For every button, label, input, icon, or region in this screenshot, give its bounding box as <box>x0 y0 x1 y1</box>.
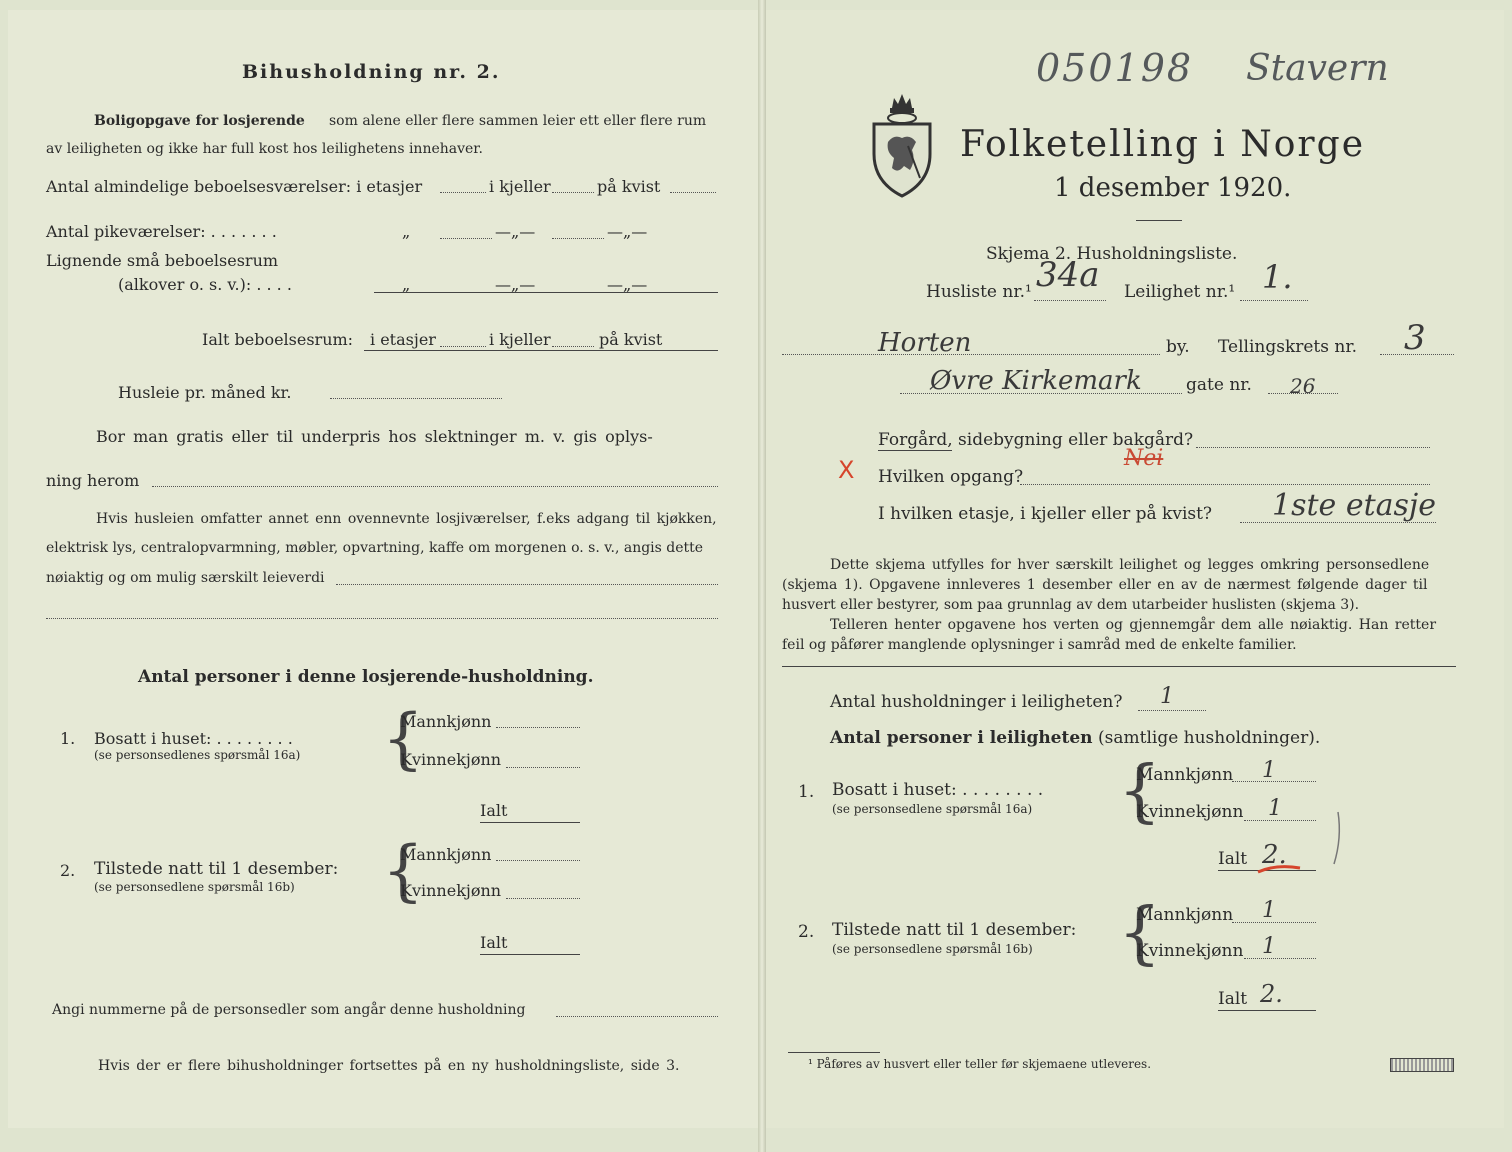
pike-label: Antal pikeværelser: . . . . . . . <box>46 222 277 241</box>
right-q2-kvinne-value: 1 <box>1262 934 1276 959</box>
intro-line2: av leiligheten og ikke har full kost hos leilighetens innehaver. <box>46 141 483 157</box>
lignende-ditto-2: —„— <box>495 275 536 294</box>
ialt-etasjer-line <box>440 346 486 347</box>
pike-line-2 <box>552 238 604 239</box>
ialt-rooms-underline <box>364 350 718 351</box>
right-q1-num: 1. <box>798 782 815 802</box>
info-divider <box>782 666 1456 667</box>
right-q2-ialt: Ialt <box>1218 989 1248 1009</box>
pike-line-1 <box>440 238 492 239</box>
left-q1-num: 1. <box>60 729 76 748</box>
printer-stamp <box>1390 1058 1454 1072</box>
right-q2-kvinne-line <box>1244 958 1316 959</box>
opgang-label: Hvilken opgang? <box>878 467 1024 487</box>
info-line1: Dette skjema utfylles for hver særskilt leilighet og legges omkring personsedlene <box>830 557 1430 573</box>
left-q2-kvinne: Kvinnekjønn <box>400 881 502 900</box>
by-value: Horten <box>878 328 972 358</box>
lignende-ditto: „ <box>402 275 411 294</box>
right-q2-label: Tilstede natt til 1 desember: <box>832 920 1077 940</box>
left-q2-label: Tilstede natt til 1 desember: <box>94 859 339 879</box>
by-label: by. <box>1166 337 1190 357</box>
left-q1-mann-line <box>496 727 580 728</box>
leilighet-label: Leilighet nr.¹ <box>1124 282 1236 302</box>
tellingskrets-label: Tellingskrets nr. <box>1218 337 1358 357</box>
x-mark: X <box>838 456 855 484</box>
left-q2-kvinne-line <box>506 898 580 899</box>
archive-number: 050198 <box>1036 46 1194 90</box>
pencil-tick-mark <box>1326 808 1346 868</box>
gate-value: 26 <box>1290 374 1316 398</box>
rooms-label: Antal almindelige beboelsesværelser: i etasjer <box>46 177 423 196</box>
left-q1-label: Bosatt i huset: . . . . . . . . <box>94 729 293 748</box>
leilighet-line <box>1240 300 1308 301</box>
gate-label: gate nr. <box>1186 375 1252 395</box>
opgang-line <box>1020 484 1430 485</box>
etasje-value: 1ste etasje <box>1272 488 1436 523</box>
antal-hush-value: 1 <box>1160 684 1174 709</box>
pike-ditto-2: —„— <box>495 222 536 241</box>
right-q2-sub: (se personsedlene spørsmål 16b) <box>832 942 1033 956</box>
hvis-line-extra <box>46 618 718 619</box>
right-q2-mann-value: 1 <box>1262 898 1276 923</box>
left-q2-sub: (se personsedlene spørsmål 16b) <box>94 880 295 894</box>
opgang-value: Nei <box>1124 446 1164 471</box>
left-q2-brace: { <box>382 832 424 909</box>
hvis-line <box>336 584 718 585</box>
ialt-rooms-kvist: på kvist <box>599 330 663 349</box>
info-line2: (skjema 1). Opgavene innleveres 1 desember eller en av de nærmest følgende dager til <box>782 577 1428 593</box>
right-q1-ialt: Ialt <box>1218 849 1248 869</box>
lignende-line2: (alkover o. s. v.): . . . . <box>118 275 292 294</box>
leilighet-value: 1. <box>1262 258 1293 296</box>
page-fold <box>758 0 766 1152</box>
left-q1-ialt: Ialt <box>480 801 508 820</box>
husliste-label: Husliste nr.¹ <box>926 282 1032 302</box>
left-q1-mann: Mannkjønn <box>400 712 492 731</box>
husliste-value: 34a <box>1036 255 1100 295</box>
antal-pers-bold: Antal personer i leiligheten <box>830 728 1093 748</box>
street-value: Øvre Kirkemark <box>930 366 1142 396</box>
left-q1-sub: (se personsedlenes spørsmål 16a) <box>94 748 301 762</box>
rooms-kvist-line <box>670 192 716 193</box>
pike-ditto-3: —„— <box>607 222 648 241</box>
left-q2-mann: Mannkjønn <box>400 845 492 864</box>
ialt-rooms-label: Ialt beboelsesrum: <box>202 330 354 349</box>
right-q1-sub: (se personsedlene spørsmål 16a) <box>832 802 1033 816</box>
hvis-line3: nøiaktig og om mulig særskilt leieverdi <box>46 570 325 586</box>
hvis-line2: elektrisk lys, centralopvarmning, møbler, opvartning, kaffe om morgenen o. s. v., angis dette <box>46 540 704 556</box>
left-q1-kvinne: Kvinnekjønn <box>400 750 502 769</box>
tellingskrets-value: 3 <box>1404 318 1426 358</box>
info-line3: husvert eller bestyrer, som paa grunnlag av dem utarbeider huslisten (skjema 3). <box>782 597 1360 613</box>
rooms-kjeller: i kjeller <box>489 177 551 196</box>
pike-ditto: „ <box>402 222 411 241</box>
census-date: 1 desember 1920. <box>1054 173 1292 203</box>
rooms-kvist: på kvist <box>597 177 661 196</box>
intro-rest: som alene eller flere sammen leier ett eller flere rum <box>329 113 707 129</box>
right-q1-label: Bosatt i huset: . . . . . . . . <box>832 780 1044 800</box>
bor-line1: Bor man gratis eller til underpris hos slektninger m. v. gis oplys- <box>96 427 653 446</box>
husleie-line <box>330 398 502 399</box>
left-title: Bihusholdning nr. 2. <box>242 61 501 83</box>
left-q2-ialt-line <box>480 954 580 955</box>
right-q2-num: 2. <box>798 922 815 942</box>
left-q1-kvinne-line <box>506 767 580 768</box>
antal-pers-rest: (samtlige husholdninger). <box>1098 728 1321 748</box>
left-footer: Hvis der er flere bihusholdninger fortsettes på en ny husholdningsliste, side 3. <box>98 1058 680 1074</box>
right-q2-mann: Mannkjønn <box>1136 905 1234 925</box>
footnote: ¹ Påføres av husvert eller teller før skjemaene utleveres. <box>808 1057 1152 1071</box>
ialt-rooms-etasjer: i etasjer <box>370 330 436 349</box>
title-divider <box>1136 220 1182 221</box>
forgard-line <box>1196 447 1430 448</box>
left-q2-mann-line <box>496 860 580 861</box>
info-line5: feil og påfører manglende oplysninger i samråd med de enkelte familier. <box>782 637 1297 653</box>
right-q1-kvinne-value: 1 <box>1268 796 1282 821</box>
footnote-rule <box>788 1052 880 1053</box>
angi-line <box>556 1016 718 1017</box>
right-q2-ialt-line <box>1218 1010 1316 1011</box>
archive-name: Stavern <box>1246 48 1389 89</box>
lignende-ditto-3: —„— <box>607 275 648 294</box>
bor-line2: ning herom <box>46 471 140 490</box>
right-q1-kvinne: Kvinnekjønn <box>1136 802 1244 822</box>
right-q1-brace: { <box>1118 752 1162 831</box>
left-q2-ialt: Ialt <box>480 933 508 952</box>
info-line4: Telleren henter opgavene hos verten og gjennemgår dem alle nøiaktig. Han retter <box>830 617 1437 633</box>
rooms-kjeller-line <box>552 192 594 193</box>
lignende-line1: Lignende små beboelsesrum <box>46 251 279 270</box>
right-q2-ialt-value: 2. <box>1260 980 1283 1008</box>
ialt-kjeller-line <box>552 346 594 347</box>
ialt-rooms-kjeller: i kjeller <box>489 330 551 349</box>
left-antal-heading: Antal personer i denne losjerende-husholdning. <box>138 667 594 687</box>
right-q2-brace: { <box>1118 894 1162 973</box>
angi-text: Angi nummerne på de personsedler som angår denne husholdning <box>52 1002 526 1018</box>
right-q1-mann: Mannkjønn <box>1136 765 1234 785</box>
red-check-mark <box>1256 862 1302 876</box>
antal-hush-label: Antal husholdninger i leiligheten? <box>830 692 1123 712</box>
antal-hush-line <box>1138 710 1206 711</box>
husliste-line <box>1034 300 1106 301</box>
forgard-underline <box>878 450 952 451</box>
etasje-label: I hvilken etasje, i kjeller eller på kvist? <box>878 504 1213 524</box>
hvis-line1: Hvis husleien omfatter annet enn ovennevnte losjiværelser, f.eks adgang til kjøkken, <box>96 511 717 527</box>
husleie-label: Husleie pr. måned kr. <box>118 383 292 402</box>
left-q1-brace: { <box>382 700 424 777</box>
left-q1-ialt-line <box>480 822 580 823</box>
left-q2-num: 2. <box>60 861 76 880</box>
main-title: Folketelling i Norge <box>960 124 1365 165</box>
coat-of-arms-icon <box>868 90 936 200</box>
bor-line <box>152 486 718 487</box>
lignende-underline <box>374 292 718 293</box>
rooms-etasjer-line <box>440 192 486 193</box>
right-q1-mann-value: 1 <box>1262 758 1276 783</box>
right-q2-kvinne: Kvinnekjønn <box>1136 941 1244 961</box>
forgard-label: Forgård, sidebygning eller bakgård? <box>878 430 1194 450</box>
right-q1-ialt-value: 2. <box>1262 840 1287 870</box>
intro-bold: Boligopgave for losjerende <box>94 113 305 129</box>
skjema-label: Skjema 2. Husholdningsliste. <box>986 244 1238 264</box>
